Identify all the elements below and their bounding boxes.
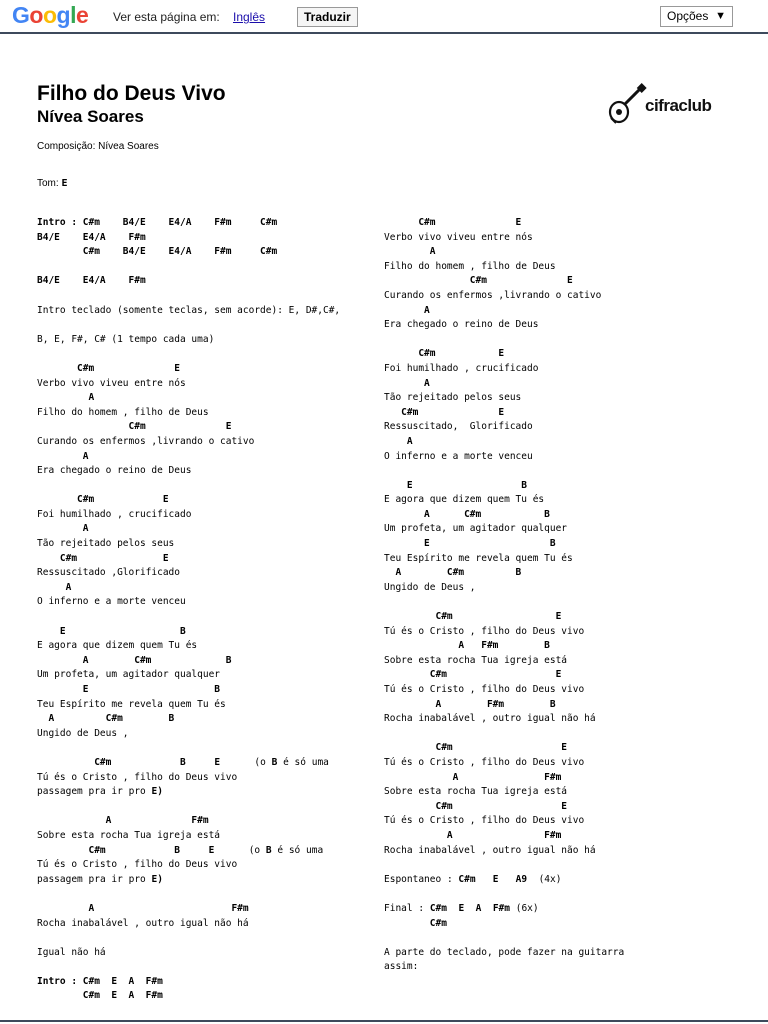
note-line: passagem pra ir pro E) [37,873,163,885]
chord-line[interactable]: C#m E [384,275,573,287]
google-logo-letter: g [56,2,71,28]
lyric-line: B, E, F#, C# (1 tempo cada uma) [37,333,215,345]
lyric-line: Filho do homem , filho de Deus [37,406,209,418]
chord-line[interactable]: A C#m B [384,567,522,579]
blank-line [37,960,372,975]
blank-line [37,931,372,946]
chord-line[interactable]: A F#m B [384,640,550,652]
chord-line[interactable]: C#m E [384,742,568,754]
blank-line [384,727,684,742]
blank-line [37,800,372,815]
chord-line[interactable]: C#m B4/E E4/A F#m C#m [37,246,278,258]
google-logo-letter: G [12,2,30,28]
chord-line[interactable]: A F#m [37,815,209,827]
blank-line [384,464,684,479]
chord-line[interactable]: E B [384,538,556,550]
lyric-line: Teu Espírito me revela quem Tu és [37,698,226,710]
chord-line[interactable]: A F#m [384,771,562,783]
lyric-line: Era chegado o reino de Deus [384,319,539,331]
lyric-line: Era chegado o reino de Deus [37,465,192,477]
key-info [37,178,67,189]
chord-line[interactable]: A [384,377,430,389]
blank-line [37,741,372,756]
chord-line[interactable]: A [37,523,89,535]
key-label: Tom: [37,178,59,189]
blank-line [37,318,372,333]
blank-line [384,858,684,873]
chord-line[interactable]: A [384,246,436,258]
lyric-line: Rocha inabalável , outro igual não há [384,844,596,856]
lyric-line: Sobre esta rocha Tua igreja está [384,654,568,666]
chord-sheet-right-column [384,216,684,975]
blank-line [37,289,372,304]
lyric-line: Curando os enfermos ,livrando o cativo [37,435,255,447]
lyric-line: assim: [384,961,419,973]
song-artist[interactable]: Nívea Soares [37,107,144,126]
note-line: passagem pra ir pro E) [37,786,163,798]
lyric-line: E agora que dizem quem Tu és [384,494,545,506]
lyric-line: Ungido de Deus , [384,581,476,593]
chord-line[interactable]: C#m E A F#m [37,990,163,1002]
lyric-line: Foi humilhado , crucificado [384,362,539,374]
options-label: Opções [667,9,709,23]
chord-line[interactable]: C#m E [37,552,169,564]
google-logo-letter: o [42,2,57,28]
lyric-line: Tú és o Cristo , filho do Deus vivo [384,815,585,827]
chord-line[interactable]: C#m E [37,362,180,374]
lyric-line: Sobre esta rocha Tua igreja está [384,786,568,798]
blank-line [37,887,372,902]
chord-line[interactable]: Intro : C#m E A F#m [37,975,163,987]
chord-line[interactable]: B4/E E4/A F#m [37,275,146,287]
blank-line [384,595,684,610]
google-logo-letter: o [29,2,43,28]
lyric-line: Tú és o Cristo , filho do Deus vivo [384,684,585,695]
lyric-line: O inferno e a morte venceu [37,596,186,608]
chord-line[interactable]: A C#m B [384,508,550,520]
chord-line[interactable]: A [384,304,430,316]
lyric-line: Foi humilhado , crucificado [37,508,192,520]
chord-line[interactable]: C#m E [384,406,505,418]
chord-line[interactable]: C#m E [384,217,522,228]
chord-line[interactable]: C#m E [384,611,562,623]
translate-button[interactable]: Traduzir [297,7,358,27]
lyric-line: Intro teclado (somente teclas, sem acorde): E, D#,C#, [37,304,341,316]
lyric-line: Tú és o Cristo , filho do Deus vivo [384,625,585,637]
lyric-line: Ressuscitado ,Glorificado [37,567,180,579]
cifraclub-logo[interactable] [607,82,719,128]
options-dropdown[interactable] [660,6,733,27]
lyric-line: Sobre esta rocha Tua igreja está [37,829,221,841]
lyric-line: Rocha inabalável , outro igual não há [37,917,249,929]
chord-line[interactable]: C#m E [384,800,568,812]
blank-line [37,610,372,625]
lyric-line: Verbo vivo viveu entre nós [384,231,533,243]
chord-line[interactable]: E B [37,684,221,695]
chord-line[interactable]: E B [384,479,527,491]
lyric-line: Ressuscitado, Glorificado [384,421,533,433]
chord-line[interactable]: C#m [384,917,447,929]
blank-line [37,260,372,275]
chord-line[interactable]: A F#m [37,902,249,914]
bottom-divider [0,1020,768,1022]
lyric-line: A parte do teclado, pode fazer na guitarra [384,946,625,958]
language-link[interactable]: Inglês [233,10,266,24]
chord-line[interactable]: A [37,450,89,462]
lyric-line: O inferno e a morte venceu [384,450,533,462]
blank-line [384,887,684,902]
google-logo-letter: e [75,2,89,28]
guitar-icon [607,82,647,128]
chord-sheet-left-column [37,216,372,1004]
composition-info: Composição: Nívea Soares [37,141,159,152]
lyric-line: Filho do homem , filho de Deus [384,260,556,272]
lyric-line: Teu Espírito me revela quem Tu és [384,552,573,564]
lyric-line: Um profeta, um agitador qualquer [37,669,221,681]
chord-line[interactable]: C#m E [384,669,562,681]
lyric-line: Um profeta, um agitador qualquer [384,523,568,535]
blank-line [384,333,684,348]
note-line: C#m B E (o B é só uma [88,844,324,856]
song-title: Filho do Deus Vivo [37,82,226,105]
lyric-line: Tú és o Cristo , filho do Deus vivo [37,771,238,783]
lyric-line: Curando os enfermos ,livrando o cativo [384,289,602,301]
lyric-line: E agora que dizem quem Tu és [37,640,198,652]
chord-line[interactable]: A F#m B [384,698,556,710]
blank-line [384,931,684,946]
chord-line[interactable]: A C#m B [37,654,232,666]
lyric-line: Rocha inabalável , outro igual não há [384,713,596,725]
lyric-line: Igual não há [37,946,106,958]
note-line: Final : C#m E A F#m (6x) [384,902,539,914]
view-page-in-label: Ver esta página em: [113,10,220,24]
google-logo[interactable] [12,2,88,29]
blank-line [37,347,372,362]
lyric-line: Ungido de Deus , [37,727,129,739]
lyric-line: Verbo vivo viveu entre nós [37,377,186,389]
dropdown-arrow-icon: ▼ [715,10,726,22]
chord-line[interactable]: A C#m B [37,713,175,725]
chord-line[interactable]: E B [37,625,186,637]
chord-line[interactable]: A [384,435,413,447]
lyric-line: Tú és o Cristo , filho do Deus vivo [37,859,238,871]
cifraclub-logo-text: cifraclub [645,96,712,115]
chord-line[interactable]: C#m E [37,421,232,433]
chord-line[interactable]: A [37,392,95,404]
translate-bar [0,0,768,34]
chord-line[interactable]: C#m E [37,494,169,506]
blank-line [37,479,372,494]
lyric-line: Tão rejeitado pelos seus [384,392,522,404]
chord-line[interactable]: A F#m [384,829,562,841]
lyric-line: Tú és o Cristo , filho do Deus vivo [384,756,585,768]
chord-line[interactable]: Intro : C#m B4/E E4/A F#m C#m [37,217,278,228]
google-logo-letter: l [70,2,76,28]
chord-line[interactable]: B4/E E4/A F#m [37,231,146,243]
chord-line[interactable]: C#m E [384,348,505,360]
note-line: Espontaneo : C#m E A9 (4x) [384,873,562,885]
note-line: C#m B E (o B é só uma [94,756,329,768]
lyric-line: Tão rejeitado pelos seus [37,538,175,550]
chord-line[interactable]: A [37,581,72,593]
key-value[interactable]: E [61,178,68,189]
